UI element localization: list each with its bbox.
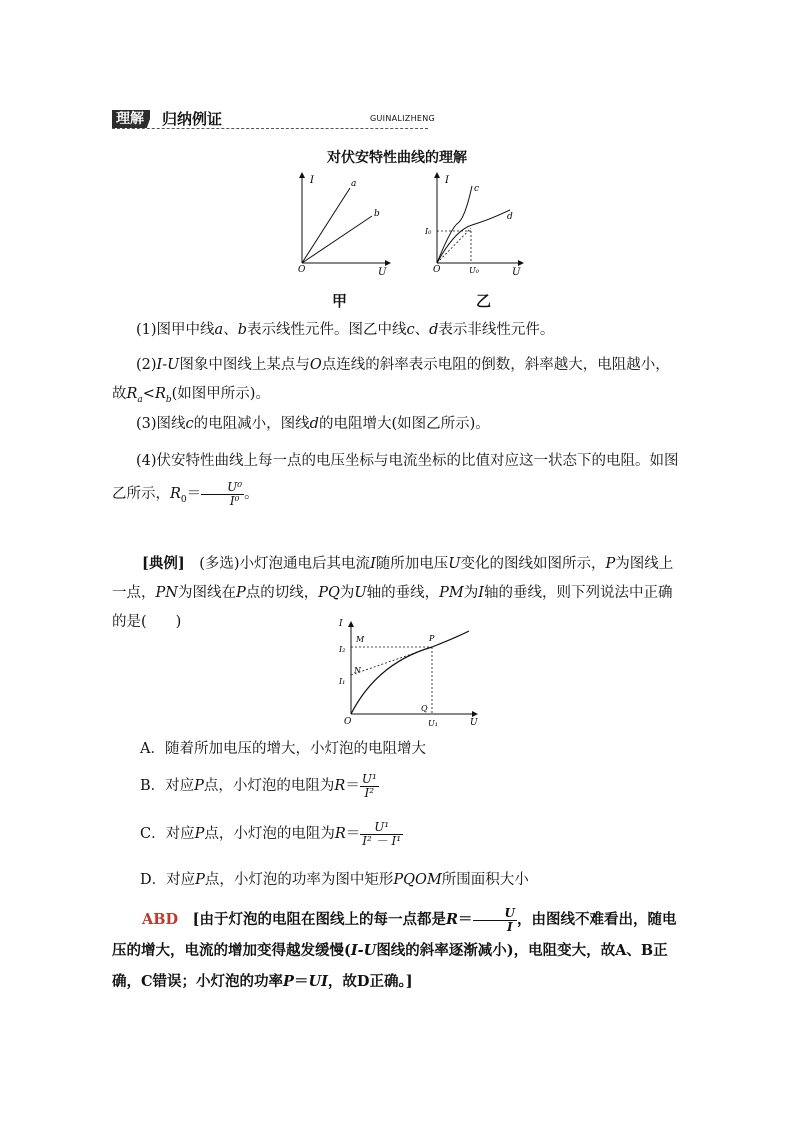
yi-c-label: c <box>474 184 480 194</box>
figure-yi <box>425 168 535 278</box>
yi-origin-label: O <box>433 265 441 275</box>
option-c: C．对应P点，小灯泡的电阻为R＝ $\frac{\text{U¹}}{\text{I² － I¹}}$ <box>140 819 402 848</box>
answer-key: ABD <box>142 911 179 928</box>
svg-text:M: M <box>356 635 365 644</box>
figure-example <box>337 618 485 730</box>
svg-text:I₂: I₂ <box>339 645 346 654</box>
point-1: (1)图甲中线a、b表示线性元件。图乙中线c、d表示非线性元件。 <box>136 322 555 338</box>
svg-text:I₁: I₁ <box>339 677 346 686</box>
fraction-r0: $\frac{\text{U⁰}}{\text{I⁰}}$ <box>201 481 244 508</box>
svg-text:I: I <box>339 619 343 629</box>
option-d: D．对应P点，小灯泡的功率为图中矩形PQOM所围面积大小 <box>140 872 529 888</box>
yi-axis-i-label: I <box>445 175 449 186</box>
answer-explanation: ABD [由于灯泡的电阻在图线上的每一点都是R＝ $\frac{U}{I}$ ，由图线不难看出，随电压的增大，电流的增加变得越发缓慢(I-U图线的斜率逐渐减小)，电阻变大，故A、B正确，C错误；小灯泡的功率P＝UI，故D正确。] <box>112 905 677 990</box>
section-title: 对伏安特性曲线的理解 <box>327 150 467 166</box>
jia-line-b <box>302 216 372 263</box>
figure-yi-caption: 乙 <box>476 292 492 310</box>
fraction-b: $\frac{\text{U¹}}{\text{I²}}$ <box>361 771 377 800</box>
example-curve <box>351 631 469 714</box>
svg-text:U: U <box>470 718 478 728</box>
jia-line-a <box>302 188 350 263</box>
header-tag-text: 归纳例证 <box>162 110 223 128</box>
point-3: (3)图线c的电阻减小，图线d的电阻增大(如图乙所示)。 <box>136 416 490 432</box>
jia-b-label: b <box>374 209 380 219</box>
yi-curve-d <box>437 210 510 263</box>
pn-tangent <box>351 647 432 675</box>
jia-a-label: a <box>351 179 357 189</box>
point-2: (2)I-U图象中图线上某点与O点连线的斜率表示电阻的倒数，斜率越大，电阻越小，故$R_a<R_b$(如图甲所示)。 <box>112 357 670 405</box>
option-b: B．对应P点，小灯泡的电阻为R＝ $\frac{\text{U¹}}{\text{I²}}$ <box>140 771 377 800</box>
point-4: (4)伏安特性曲线上每一点的电压坐标与电流坐标的比值对应这一状态下的电阻。如图乙所示，$R_0=$ $\frac{\text{U⁰}}{\text{I⁰}}$ 。 <box>112 453 679 508</box>
svg-text:O: O <box>344 717 352 727</box>
yi-curve-c <box>437 186 472 263</box>
yi-d-label: d <box>507 212 513 222</box>
jia-axis-u-label: U <box>378 267 387 278</box>
example-question: [典例] (多选)小灯泡通电后其电流I随所加电压U变化的图线如图所示，P为图线上一点，PN为图线在P点的切线，PQ为U轴的垂线，PM为I轴的垂线，则下列说法中正确的是( ) <box>112 555 674 630</box>
svg-text:P: P <box>429 634 435 643</box>
option-a: A．随着所加电压的增大，小灯泡的电阻增大 <box>140 741 426 757</box>
figure-jia-caption: 甲 <box>332 292 348 310</box>
figure-jia <box>290 168 400 278</box>
yi-u0-label: U₀ <box>469 266 479 275</box>
header-dashed-rule <box>112 128 428 129</box>
header-pinyin: GUINALIZHENG <box>370 114 436 123</box>
yi-axis-u-label: U <box>512 267 521 278</box>
fraction-c: $\frac{\text{U¹}}{\text{I² － I¹}}$ <box>362 819 402 848</box>
yi-i0-label: I₀ <box>425 227 432 236</box>
svg-text:Q: Q <box>421 704 428 713</box>
jia-origin-label: O <box>298 265 306 275</box>
svg-text:N: N <box>354 666 361 675</box>
header-tag-dark: 理解 <box>112 110 150 128</box>
jia-axis-i-label: I <box>310 175 314 186</box>
svg-text:U₁: U₁ <box>428 719 438 728</box>
fraction-answer: $\frac{U}{I}$ <box>473 907 517 934</box>
